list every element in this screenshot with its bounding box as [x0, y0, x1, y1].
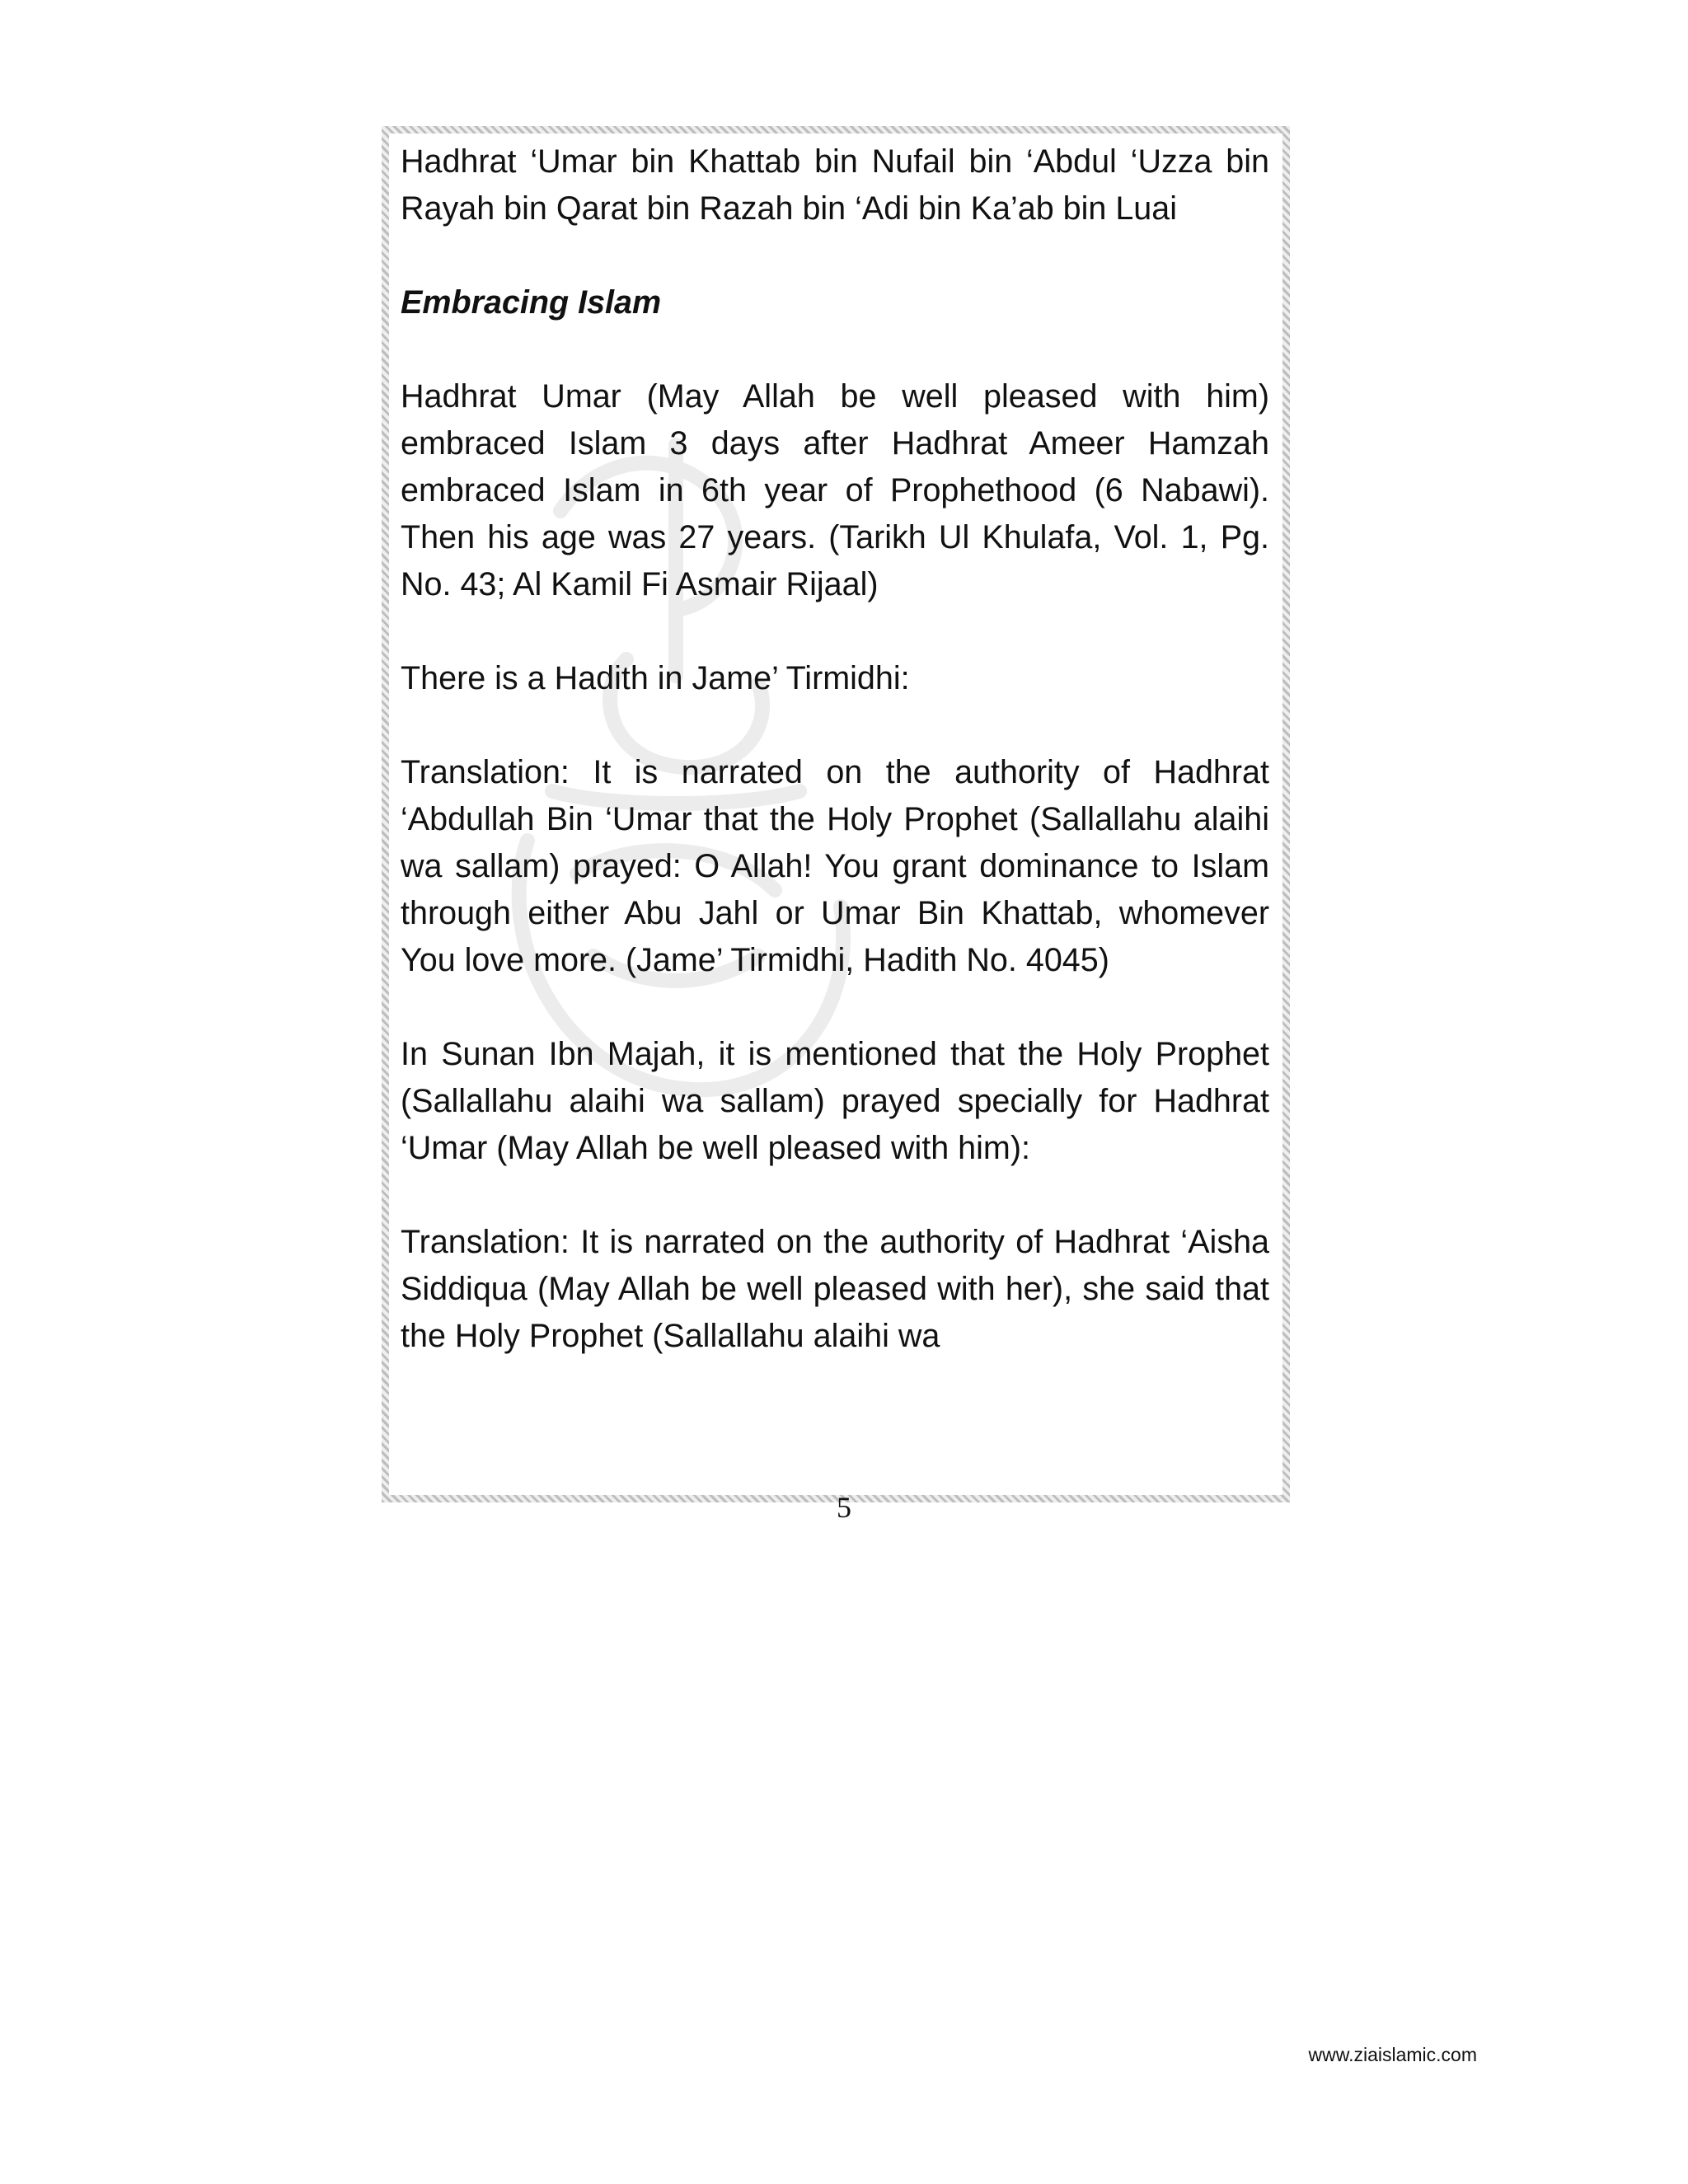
page-number: 5 — [837, 1491, 851, 1524]
site-url: www.ziaislamic.com — [1308, 2044, 1477, 2065]
translation-paragraph-2: Translation: It is narrated on the authority of Hadhrat ‘Aisha Siddiqua (May Allah be well pleased with her), she said that the Holy Prophet (Sallallahu alaihi wa — [401, 1224, 1269, 1354]
embracing-islam-paragraph: Hadhrat Umar (May Allah be well pleased with him) embraced Islam 3 days after Hadhrat Ameer Hamzah embraced Islam in 6th year of Prophethood (6 Nabawi). Then his age was 27 years. (Tarikh Ul Khulafa, Vol. 1, Pg. No. 43; Al Kamil Fi Asmair Rijaal) — [401, 378, 1269, 602]
section-heading: Embracing Islam — [401, 284, 662, 321]
ibn-majah-paragraph: In Sunan Ibn Majah, it is mentioned that the Holy Prophet (Sallallahu alaihi wa sallam) prayed specially for Hadhrat ‘Umar (May Allah be well pleased with him): — [401, 1036, 1269, 1166]
lineage-paragraph: Hadhrat ‘Umar bin Khattab bin Nufail bin ‘Abdul ‘Uzza bin Rayah bin Qarat bin Razah bin ‘Adi bin Ka’ab bin Luai — [401, 143, 1269, 227]
hadith-intro-paragraph: There is a Hadith in Jame’ Tirmidhi: — [401, 660, 910, 696]
page-content — [401, 138, 1269, 1360]
translation-paragraph-1: Translation: It is narrated on the authority of Hadhrat ‘Abdullah Bin ‘Umar that the Holy Prophet (Sallallahu alaihi wa sallam) prayed: O Allah! You grant dominance to Islam through either Abu Jahl or Umar Bin Khattab, whomever You love more. (Jame’ Tirmidhi, Hadith No. 4045) — [401, 754, 1269, 978]
